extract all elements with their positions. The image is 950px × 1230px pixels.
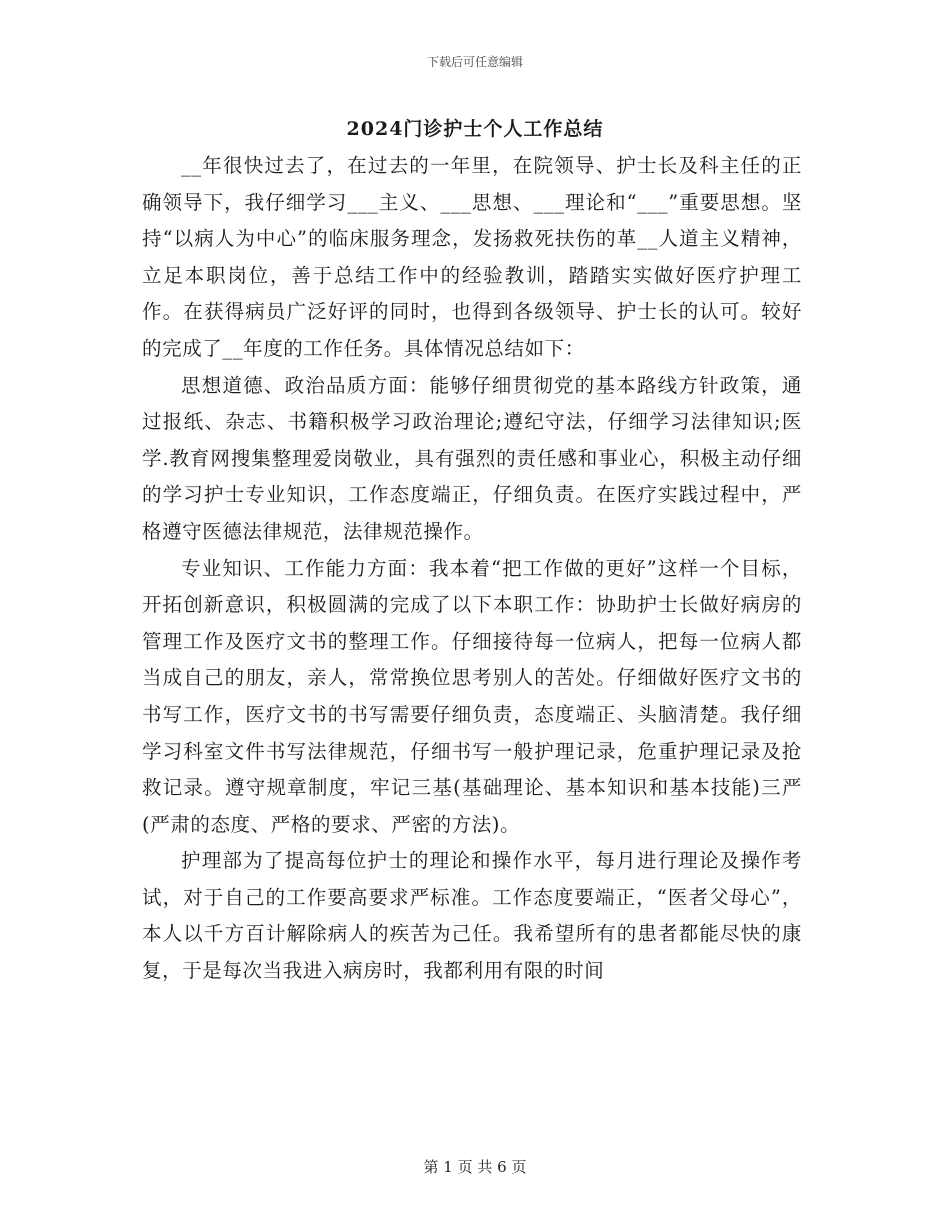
- document-body: [142, 148, 802, 990]
- page-header-note: 下载后可任意编辑: [426, 55, 523, 69]
- paragraph-professional: 专业知识、工作能力方面：我本着“把工作做的更好”这样一个目标，开拓创新意识，积极圆满的完成了以下本职工作：协助护士长做好病房的管理工作及医疗文书的整理工作。仔细接待每一位病人，把每一位病人都当成自己的朋友，亲人，常常换位思考别人的苦处。仔细做好医疗文书的书写工作，医疗文书的书写需要仔细负责，态度端正、头脑清楚。我仔细学习科室文件书写法律规范，仔细书写一般护理记录，危重护理记录及抢救记录。遵守规章制度，牢记三基(基础理论、基本知识和基本技能)三严(严肃的态度、严格的要求、严密的方法)。: [142, 556, 802, 836]
- document-title: 2024门诊护士个人工作总结: [346, 118, 604, 140]
- paragraph-intro: __年很快过去了，在过去的一年里，在院领导、护士长及科主任的正确领导下，我仔细学习___主义、___思想、___理论和“___”重要思想。坚持“以病人为中心”的临床服务理念，发扬救死扶伤的革__人道主义精神，立足本职岗位，善于总结工作中的经验教训，踏踏实实做好医疗护理工作。在获得病员广泛好评的同时，也得到各级领导、护士长的认可。较好的完成了__年度的工作任务。具体情况总结如下：: [142, 154, 802, 360]
- paragraph-nursing-dept: 护理部为了提高每位护士的理论和操作水平，每月进行理论及操作考试，对于自己的工作要高要求严标准。工作态度要端正，“医者父母心”，本人以千方百计解除病人的疾苦为己任。我希望所有的患者都能尽快的康复，于是每次当我进入病房时，我都利用有限的时间: [142, 849, 802, 983]
- paragraph-ideology: 思想道德、政治品质方面：能够仔细贯彻党的基本路线方针政策，通过报纸、杂志、书籍积极学习政治理论;遵纪守法，仔细学习法律知识;医学.教育网搜集整理爱岗敬业，具有强烈的责任感和事业心，积极主动仔细的学习护士专业知识，工作态度端正，仔细负责。在医疗实践过程中，严格遵守医德法律规范，法律规范操作。: [142, 373, 802, 543]
- page-number: 第 1 页 共 6 页: [423, 1158, 527, 1176]
